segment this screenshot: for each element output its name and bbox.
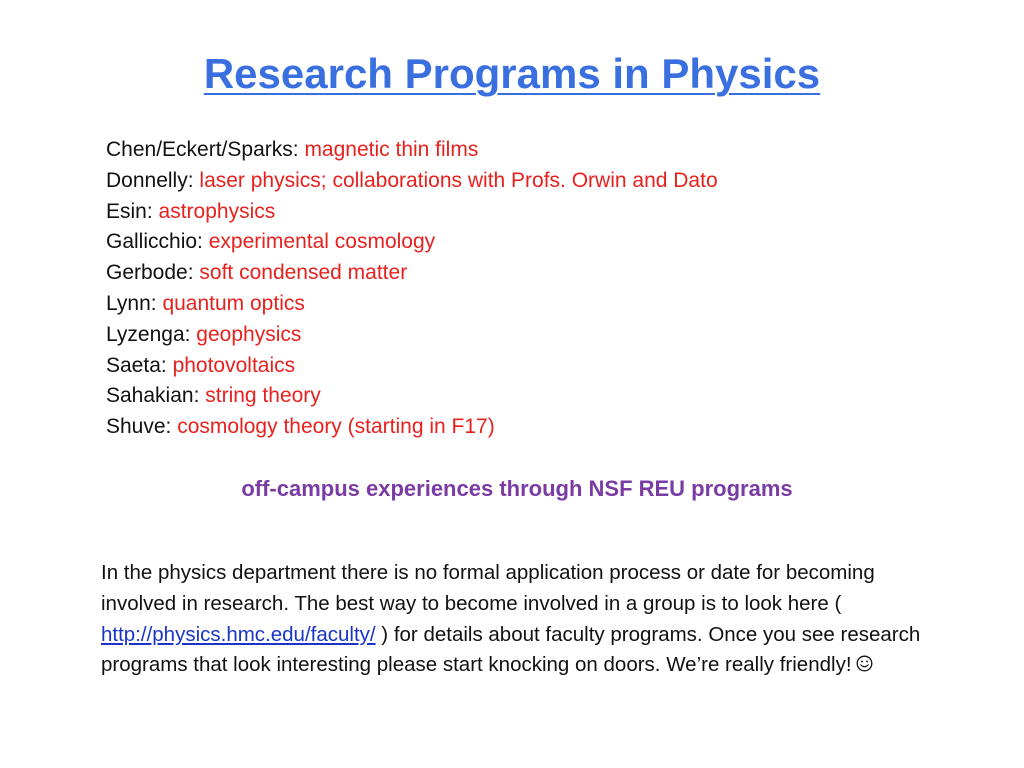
paragraph-text-after-link: ) for details about faculty programs. Once you see research programs that look interesting please start knocking on doors. We’re really friendly! <box>101 622 921 677</box>
list-item <box>106 320 966 351</box>
faculty-name: Lyzenga: <box>106 322 191 346</box>
research-topic: astrophysics <box>158 199 276 223</box>
faculty-name: Saeta: <box>106 353 167 377</box>
list-item <box>106 412 966 443</box>
research-topic: string theory <box>205 384 321 408</box>
research-topic: quantum optics <box>162 291 305 315</box>
faculty-name: Lynn: <box>106 291 157 315</box>
list-item <box>106 135 966 166</box>
instructions-paragraph <box>101 558 941 681</box>
paragraph-text-before-link: In the physics department there is no formal application process or date for becoming involved in research. The best way to become involved in a group is to look here ( <box>101 561 875 615</box>
reu-note: off-campus experiences through NSF REU programs <box>241 476 793 501</box>
research-topic: geophysics <box>196 322 302 346</box>
list-item <box>106 227 966 258</box>
research-topic: magnetic thin films <box>304 138 479 161</box>
faculty-name: Sahakian: <box>106 384 200 408</box>
list-item <box>106 166 966 197</box>
list-item <box>106 289 966 320</box>
slide-title-text: Research Programs in Physics <box>203 50 821 97</box>
list-item <box>106 258 966 289</box>
faculty-name: Chen/Eckert/Sparks: <box>106 138 299 161</box>
faculty-name: Esin: <box>106 199 153 223</box>
faculty-name: Shuve: <box>106 415 172 439</box>
smiley-face-icon <box>856 655 873 672</box>
research-program-list <box>106 135 966 443</box>
faculty-name: Gallicchio: <box>106 230 203 254</box>
research-topic: soft condensed matter <box>199 261 408 285</box>
faculty-name: Donnelly: <box>106 168 194 192</box>
research-topic: cosmology theory (starting in F17) <box>177 415 495 439</box>
research-topic: experimental cosmology <box>208 230 436 254</box>
faculty-page-link[interactable]: http://physics.hmc.edu/faculty/ <box>101 622 376 646</box>
research-topic: laser physics; collaborations with Profs. Orwin and Dato <box>199 168 718 192</box>
faculty-name: Gerbode: <box>106 261 194 285</box>
research-topic: photovoltaics <box>172 353 296 377</box>
slide-title <box>0 46 1024 102</box>
list-item <box>106 381 966 412</box>
list-item <box>106 197 966 228</box>
list-item <box>106 351 966 382</box>
